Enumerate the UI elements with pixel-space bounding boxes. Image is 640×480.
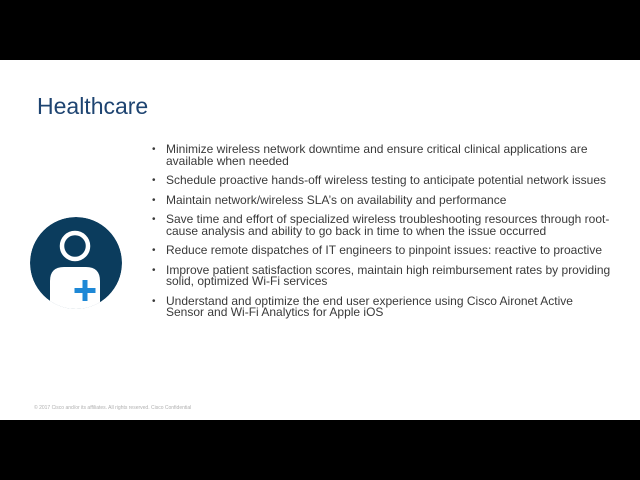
bullet-item [152,192,612,207]
bullet-marker: • [152,214,156,225]
bullet-item [152,144,612,167]
plus-horizontal [75,288,96,293]
letterbox-bottom [0,420,640,480]
bullet-marker: • [152,175,156,186]
bullet-marker: • [152,194,156,206]
bullet-text: Maintain network/wireless SLA’s on availability and performance [166,192,507,207]
bullet-text: Reduce remote dispatches of IT engineers to pinpoint issues: reactive to proactive [166,243,603,257]
bullet-text: Schedule proactive hands-off wireless testing to anticipate potential network issues [166,173,607,187]
bullet-marker: • [152,295,156,307]
patient-cross-icon [30,217,122,309]
patient-cross-icon-graphic [30,217,122,309]
letterbox-top [0,0,640,60]
bullet-text: Understand and optimize the end user experience using Cisco Aironet Active Sensor and Wi-Fi Analytics for Apple iOS [166,293,573,319]
bullet-text: Improve patient satisfaction scores, maintain high reimbursement rates by providing solid, optimized Wi-Fi services [166,262,611,288]
bullet-item [152,214,612,237]
bullet-marker: • [152,144,156,155]
bullet-item [152,175,612,187]
bullet-marker: • [152,245,156,256]
bullet-item [152,293,612,319]
bullet-item [152,245,612,257]
copyright-footer: © 2017 Cisco and/or its affiliates. All rights reserved. Cisco Confidential [34,405,192,411]
presentation-slide [0,60,640,420]
bullet-text: Minimize wireless network downtime and ensure critical clinical applications are available when needed [166,142,588,168]
bullet-text: Save time and effort of specialized wireless troubleshooting resources through root-cause analysis and ability to go back in time to when the issue occurred [166,212,610,238]
slide-title: Healthcare [37,93,149,119]
bullet-marker: • [152,264,156,276]
bullet-item [152,262,612,288]
bullet-list [152,144,612,327]
